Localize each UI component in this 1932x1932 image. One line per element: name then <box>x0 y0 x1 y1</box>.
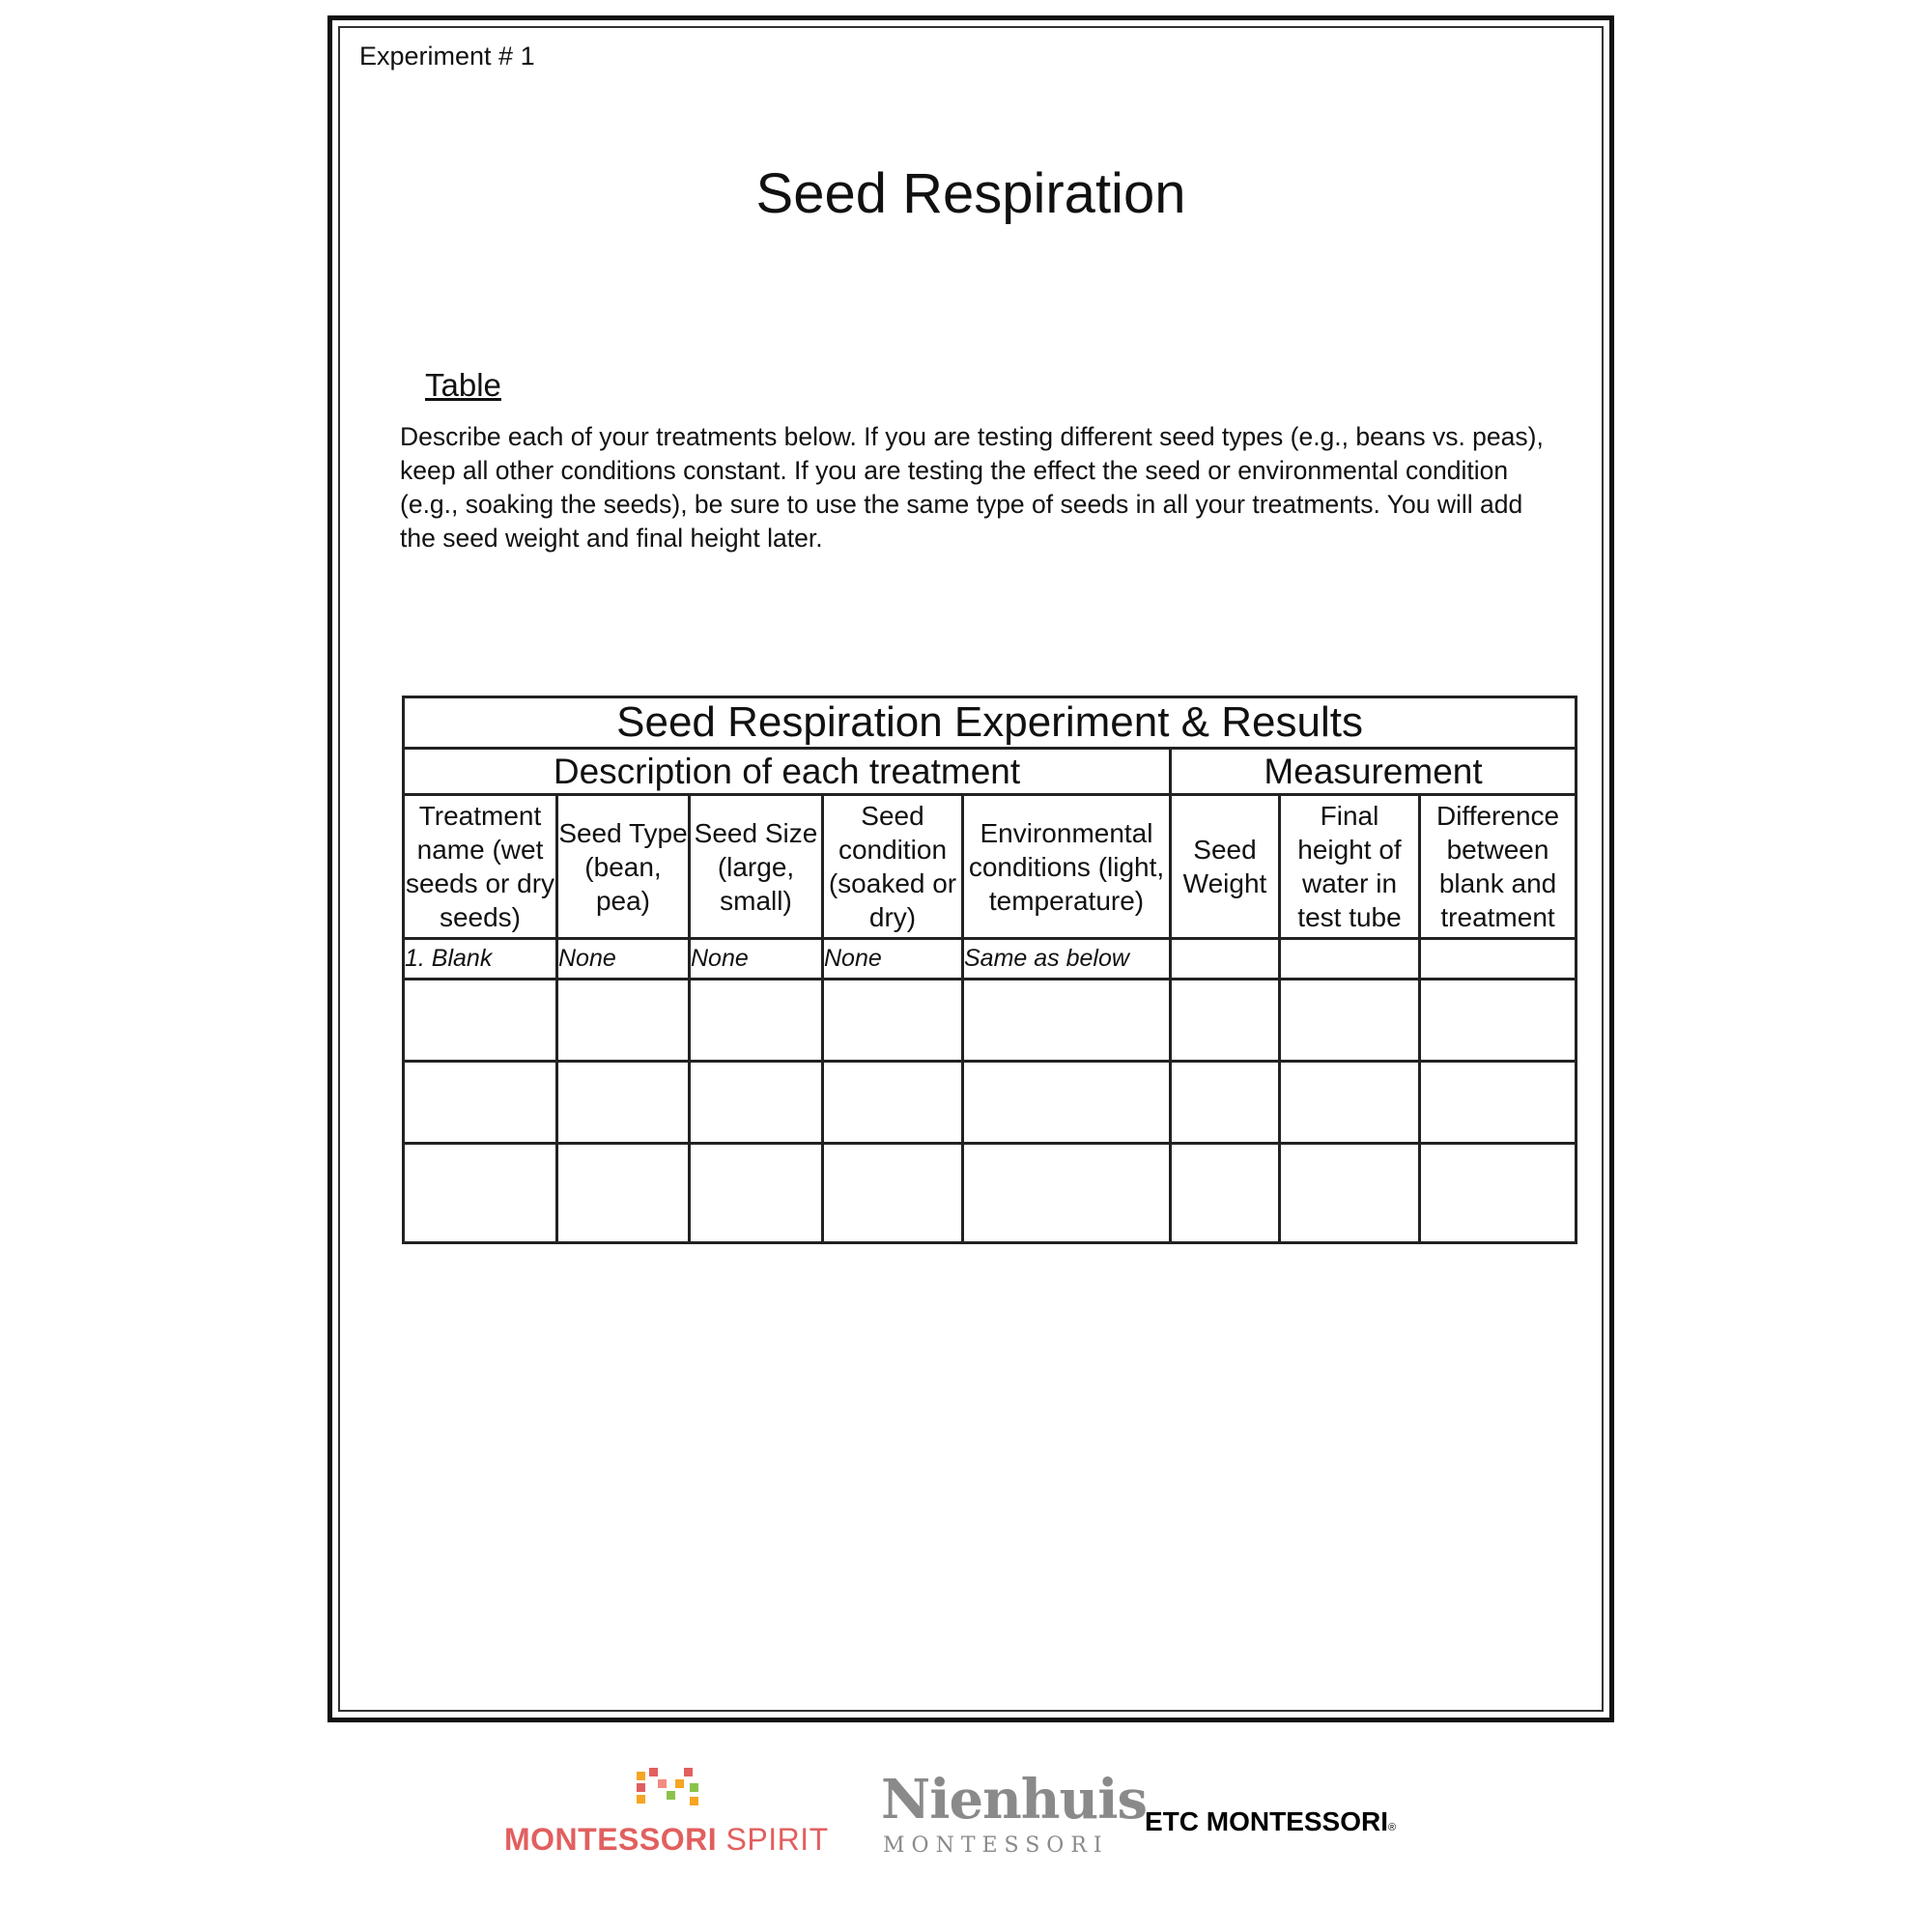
table-cell <box>1280 939 1420 980</box>
table-cell <box>404 980 557 1062</box>
montessori-spirit-mark-icon <box>637 1768 698 1808</box>
table-caption: Seed Respiration Experiment & Results <box>404 697 1577 749</box>
column-header-treatment-name: Treatment name (wet seeds or dry seeds) <box>404 795 557 939</box>
etc-montessori-logo-name: ETC MONTESSORI <box>1145 1806 1389 1836</box>
column-header-difference: Difference between blank and treatment <box>1420 795 1577 939</box>
table-cell <box>690 1062 823 1144</box>
table-cell <box>963 1144 1171 1243</box>
column-header-seed-weight: Seed Weight <box>1171 795 1280 939</box>
column-header-seed-type: Seed Type (bean, pea) <box>557 795 690 939</box>
group-header-description: Description of each treatment <box>404 749 1171 795</box>
table-cell <box>1280 1062 1420 1144</box>
table-cell <box>963 1062 1171 1144</box>
table-cell: None <box>690 939 823 980</box>
montessori-spirit-logo-bold: MONTESSORI <box>504 1822 718 1857</box>
table-cell <box>1171 1062 1280 1144</box>
column-header-seed-size: Seed Size (large, small) <box>690 795 823 939</box>
table-cell <box>404 1144 557 1243</box>
table-cell <box>557 1062 690 1144</box>
table-cell <box>557 980 690 1062</box>
table-cell <box>1171 939 1280 980</box>
table-cell <box>1171 980 1280 1062</box>
results-table <box>402 696 1577 1244</box>
table-cell <box>1420 1062 1577 1144</box>
table-cell <box>1420 939 1577 980</box>
table-cell <box>1420 980 1577 1062</box>
montessori-spirit-logo-rest: SPIRIT <box>717 1822 829 1857</box>
table-cell <box>557 1144 690 1243</box>
experiment-label: Experiment # 1 <box>359 42 535 71</box>
logo-strip <box>0 1768 1932 1884</box>
page-title: Seed Respiration <box>755 162 1186 225</box>
table-cell <box>690 1144 823 1243</box>
table-cell <box>1420 1144 1577 1243</box>
table-cell <box>823 1144 963 1243</box>
nienhuis-logo-name: Nienhuis <box>881 1768 1148 1832</box>
table-row <box>404 980 1577 1062</box>
table-cell <box>1280 980 1420 1062</box>
worksheet-inner-frame <box>338 26 1604 1712</box>
column-header-environmental-conditions: Environmental conditions (light, temperature) <box>963 795 1171 939</box>
section-label: Table <box>425 367 501 403</box>
etc-montessori-logo-reg: ® <box>1388 1822 1397 1833</box>
table-cell <box>1171 1144 1280 1243</box>
table-cell: Same as below <box>963 939 1171 980</box>
table-cell: None <box>823 939 963 980</box>
empty-rows <box>404 980 1577 1243</box>
table-cell <box>963 980 1171 1062</box>
montessori-spirit-logo <box>504 1768 833 1884</box>
table-row <box>404 1144 1577 1243</box>
table-cell <box>1280 1144 1420 1243</box>
group-header-measurement: Measurement <box>1171 749 1577 795</box>
table-cell <box>823 1062 963 1144</box>
table-cell <box>690 980 823 1062</box>
worksheet-frame <box>327 15 1614 1722</box>
table-row <box>404 939 1577 980</box>
table-cell <box>823 980 963 1062</box>
table-row <box>404 1062 1577 1144</box>
etc-montessori-logo <box>1145 1806 1396 1837</box>
table-cell: None <box>557 939 690 980</box>
column-header-final-height: Final height of water in test tube <box>1280 795 1420 939</box>
nienhuis-logo-sub: MONTESSORI <box>883 1833 1109 1858</box>
instructions-paragraph: Describe each of your treatments below. If you are testing different seed types (e.g., beans vs. peas), keep all other conditions constant. If you are testing the effect the seed or environmental condition (e.g., soaking the seeds), be sure to use the same type of seeds in all your treatments. You will add the seed weight and final height later. <box>400 422 1544 553</box>
table-cell: 1. Blank <box>404 939 557 980</box>
column-header-seed-condition: Seed condition (soaked or dry) <box>823 795 963 939</box>
table-cell <box>404 1062 557 1144</box>
nienhuis-logo <box>881 1768 1148 1884</box>
